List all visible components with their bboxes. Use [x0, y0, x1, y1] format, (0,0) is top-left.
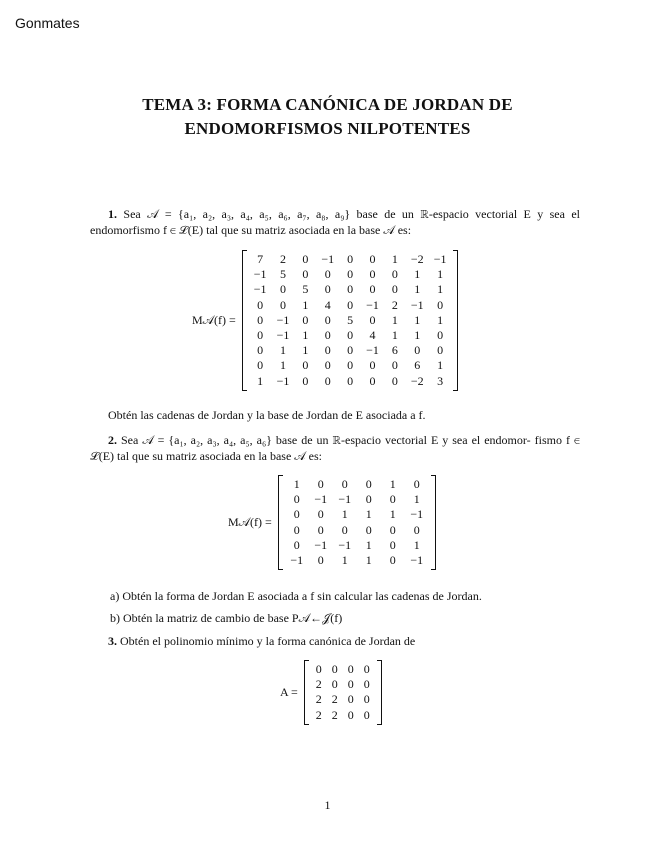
p2-matrix-row	[285, 492, 429, 507]
p3-matrix-row	[311, 708, 375, 723]
p1-matrix-entry: 0	[347, 343, 354, 358]
p1-matrix-entry: 0	[324, 358, 331, 373]
p1-matrix-entry: 0	[347, 282, 354, 297]
p2-matrix-entry: 0	[293, 507, 300, 522]
p1-matrix-entry: −2	[410, 252, 424, 267]
p1-matrix-entry: −1	[276, 328, 290, 343]
matrix-bracket-serif	[431, 475, 435, 476]
p3-matrix-entry: 0	[331, 662, 338, 677]
p3-matrix-entry: 0	[315, 662, 322, 677]
p1-matrix-row	[249, 358, 452, 373]
p1-matrix-entry: 0	[324, 267, 331, 282]
p1-matrix-entry: 0	[347, 297, 354, 312]
p1-matrix-entry: 0	[302, 252, 309, 267]
matrix-bracket-serif	[377, 724, 381, 725]
p1-matrix-entry: 2	[279, 252, 286, 267]
problem-1-statement	[90, 206, 580, 238]
p2-matrix-entry: 1	[365, 553, 372, 568]
p1-matrix-entry: 0	[324, 312, 331, 327]
matrix-bracket-serif	[453, 250, 457, 251]
p1-matrix-entry: 0	[257, 297, 264, 312]
matrix-bracket-serif	[377, 660, 381, 661]
p3-matrix-row	[311, 662, 375, 677]
p1-matrix-entry: 0	[347, 358, 354, 373]
p1-matrix-entry: 1	[437, 282, 444, 297]
p3-matrix-row	[311, 692, 375, 707]
problem-2-matrix-label: M𝒜(f) =	[228, 515, 272, 530]
p1-matrix-row	[249, 252, 452, 267]
p1-matrix-entry: 5	[302, 282, 309, 297]
p2-matrix-entry: 1	[365, 537, 372, 552]
problem-2-item-a: a) Obtén la forma de Jordan E asociada a f sin calcular las cadenas de Jordan.	[110, 589, 482, 603]
problem-2-text-a: Sea 𝒜 = {a₁, a₂, a₃, a₄, a₅, a₆} base de un ℝ-espacio vectorial E y sea el endomor-	[121, 433, 531, 447]
p1-matrix-entry: −1	[410, 297, 424, 312]
p2-matrix-entry: 0	[293, 522, 300, 537]
p1-matrix-entry: 1	[437, 358, 444, 373]
p1-matrix-entry: 3	[437, 373, 444, 388]
p2-matrix-entry: −1	[410, 553, 424, 568]
p1-matrix-entry: 0	[437, 343, 444, 358]
p2-matrix-entry: −1	[290, 553, 304, 568]
p2-matrix-row	[285, 507, 429, 522]
p1-matrix-entry: 1	[391, 252, 398, 267]
p1-matrix-row	[249, 328, 452, 343]
p2-matrix-entry: −1	[338, 537, 352, 552]
p2-matrix-row	[285, 477, 429, 492]
p2-matrix-entry: −1	[314, 537, 328, 552]
problem-2-text-b: fismo f ∈ ℒ(E) tal que su matriz asociada en la base 𝒜 es:	[90, 433, 581, 463]
p2-matrix-entry: 0	[317, 522, 324, 537]
problem-1-matrix-block	[192, 250, 458, 391]
p1-matrix-row	[249, 374, 452, 389]
problem-3-text: Obtén el polinomio mínimo y la forma canónica de Jordan de	[120, 634, 416, 648]
p2-matrix-entry: 1	[389, 477, 396, 492]
problem-3-matrix-block	[280, 660, 382, 725]
p1-matrix-entry: 5	[347, 312, 354, 327]
p1-matrix-entry: 0	[279, 297, 286, 312]
p2-matrix-entry: 0	[293, 492, 300, 507]
problem-1-text-b: endomorfismo f ∈ ℒ(E) tal que su matriz asociada en la base 𝒜 es:	[90, 223, 412, 237]
problem-3-number: 3.	[108, 634, 117, 648]
p1-matrix-entry: 0	[324, 282, 331, 297]
problem-1-matrix	[242, 250, 459, 391]
p1-matrix-row	[249, 298, 452, 313]
problem-2-item-b: b) Obtén la matriz de cambio de base P𝒜←𝒥(f)	[110, 611, 343, 625]
p1-matrix-entry: 1	[437, 267, 444, 282]
p1-matrix-entry: 0	[324, 328, 331, 343]
p1-matrix-entry: 7	[257, 252, 264, 267]
p1-matrix-entry: −1	[276, 373, 290, 388]
problem-3-matrix-label: A =	[280, 684, 298, 699]
p2-matrix-entry: 1	[293, 477, 300, 492]
p2-matrix-entry: 0	[365, 522, 372, 537]
p2-matrix-entry: 1	[341, 553, 348, 568]
p2-matrix-entry: −1	[410, 507, 424, 522]
problem-1-number: 1.	[108, 207, 117, 221]
p3-matrix-entry: 0	[363, 662, 370, 677]
matrix-bracket-serif	[243, 390, 247, 391]
p1-matrix-entry: 0	[324, 373, 331, 388]
document-title	[60, 93, 595, 141]
p1-matrix-row	[249, 343, 452, 358]
p2-matrix-entry: 0	[389, 492, 396, 507]
matrix-bracket-serif	[431, 569, 435, 570]
p2-matrix-row	[285, 538, 429, 553]
p1-matrix-entry: 0	[257, 358, 264, 373]
p1-matrix-entry: 2	[391, 297, 398, 312]
p1-matrix-entry: 1	[414, 267, 421, 282]
p2-matrix-entry: 0	[365, 492, 372, 507]
p1-matrix-entry: −1	[366, 343, 379, 358]
p2-matrix-entry: 1	[341, 507, 348, 522]
p3-matrix-entry: 0	[331, 677, 338, 692]
p1-matrix-entry: 0	[391, 358, 398, 373]
p1-matrix-entry: 5	[279, 267, 286, 282]
p1-matrix-entry: 1	[437, 312, 444, 327]
p1-matrix-entry: 1	[257, 373, 264, 388]
p1-matrix-entry: −1	[253, 282, 267, 297]
p1-matrix-entry: 0	[324, 343, 331, 358]
p1-matrix-entry: 0	[347, 267, 354, 282]
problem-1-matrix-label: M𝒜(f) =	[192, 312, 236, 327]
p2-matrix-entry: 0	[317, 507, 324, 522]
p1-matrix-row	[249, 282, 452, 297]
p1-matrix-entry: 0	[347, 373, 354, 388]
p2-matrix-entry: −1	[314, 492, 328, 507]
p2-matrix-entry: 0	[413, 477, 420, 492]
p2-matrix-entry: 1	[365, 507, 372, 522]
title-line-2: ENDOMORFISMOS NILPOTENTES	[184, 119, 471, 138]
p1-matrix-entry: 0	[279, 282, 286, 297]
p1-matrix-entry: 0	[302, 358, 309, 373]
p2-matrix-entry: 0	[341, 522, 348, 537]
problem-2-matrix	[278, 475, 436, 570]
p3-matrix-entry: 2	[315, 707, 322, 722]
p1-matrix-entry: 0	[391, 267, 398, 282]
p1-matrix-entry: −1	[433, 252, 447, 267]
p3-matrix-entry: 0	[363, 692, 370, 707]
p1-matrix-entry: 0	[302, 312, 309, 327]
p3-matrix-entry: 0	[363, 707, 370, 722]
p1-matrix-entry: 0	[257, 328, 264, 343]
p2-matrix-entry: 0	[365, 477, 372, 492]
problem-1-text-a: Sea 𝒜 = {a₁, a₂, a₃, a₄, a₅, a₆, a₇, a₈, a₉} base de un ℝ-espacio vectorial E y sea el	[123, 207, 581, 221]
p2-matrix-entry: 1	[413, 492, 420, 507]
p1-matrix-entry: 0	[302, 373, 309, 388]
p1-matrix-entry: 0	[369, 358, 376, 373]
p1-matrix-entry: 0	[347, 252, 354, 267]
p3-matrix-entry: 2	[331, 692, 338, 707]
p1-matrix-entry: 0	[414, 343, 421, 358]
page-number: 1	[324, 798, 331, 812]
p1-matrix-entry: 1	[279, 343, 286, 358]
p2-matrix-entry: 0	[389, 553, 396, 568]
p3-matrix-entry: 2	[331, 707, 338, 722]
p2-matrix-entry: 1	[413, 537, 420, 552]
p1-matrix-entry: 0	[369, 312, 376, 327]
p1-matrix-entry: 6	[391, 343, 398, 358]
p1-matrix-entry: 0	[257, 343, 264, 358]
p3-matrix-entry: 2	[315, 677, 322, 692]
p1-matrix-row	[249, 313, 452, 328]
p1-matrix-entry: −1	[321, 252, 335, 267]
p2-matrix-entry: 0	[389, 537, 396, 552]
problem-2-statement	[90, 432, 580, 464]
p3-matrix-entry: 0	[347, 662, 354, 677]
p1-matrix-entry: 1	[279, 358, 286, 373]
p1-matrix-entry: 0	[369, 252, 376, 267]
p2-matrix-entry: 0	[341, 477, 348, 492]
matrix-bracket-serif	[453, 390, 457, 391]
p1-matrix-entry: 0	[391, 373, 398, 388]
p1-matrix-entry: 1	[414, 328, 421, 343]
p1-matrix-entry: 0	[437, 297, 444, 312]
p2-matrix-entry: 0	[317, 553, 324, 568]
p1-matrix-entry: 0	[369, 373, 376, 388]
p2-matrix-entry: −1	[338, 492, 352, 507]
p1-matrix-entry: −1	[253, 267, 267, 282]
p2-matrix-entry: 0	[413, 522, 420, 537]
p3-matrix-entry: 0	[347, 692, 354, 707]
p1-matrix-entry: 0	[437, 328, 444, 343]
p2-matrix-entry: 0	[293, 537, 300, 552]
p1-matrix-entry: 0	[369, 267, 376, 282]
p3-matrix-entry: 0	[347, 707, 354, 722]
p1-matrix-entry: 1	[414, 312, 421, 327]
p1-matrix-entry: 1	[302, 297, 309, 312]
matrix-bracket-serif	[279, 569, 283, 570]
p2-matrix-row	[285, 553, 429, 568]
p1-matrix-entry: 0	[391, 282, 398, 297]
matrix-bracket-serif	[305, 660, 309, 661]
problem-2-matrix-block	[228, 475, 436, 570]
p1-matrix-entry: 1	[391, 328, 398, 343]
problem-3-matrix	[304, 660, 382, 725]
p1-matrix-entry: 0	[302, 267, 309, 282]
matrix-bracket-serif	[305, 724, 309, 725]
p1-matrix-entry: 0	[257, 312, 264, 327]
p1-matrix-entry: −1	[276, 312, 290, 327]
p1-matrix-entry: 1	[391, 312, 398, 327]
p2-matrix-row	[285, 523, 429, 538]
problem-2-number: 2.	[108, 433, 117, 447]
p3-matrix-row	[311, 677, 375, 692]
p1-matrix-entry: 0	[369, 282, 376, 297]
p1-matrix-entry: 4	[324, 297, 331, 312]
p1-matrix-row	[249, 267, 452, 282]
p3-matrix-entry: 2	[315, 692, 322, 707]
p1-matrix-entry: 1	[414, 282, 421, 297]
p1-matrix-entry: −1	[366, 297, 379, 312]
p1-matrix-entry: −2	[410, 373, 424, 388]
p1-matrix-entry: 0	[347, 328, 354, 343]
p1-matrix-entry: 1	[302, 328, 309, 343]
header-brand: Gonmates	[15, 15, 80, 31]
matrix-bracket-serif	[243, 250, 247, 251]
problem-3-statement	[90, 633, 580, 649]
p2-matrix-entry: 0	[317, 477, 324, 492]
p1-matrix-entry: 6	[414, 358, 421, 373]
matrix-bracket-serif	[279, 475, 283, 476]
p2-matrix-entry: 0	[389, 522, 396, 537]
p3-matrix-entry: 0	[363, 677, 370, 692]
title-line-1: TEMA 3: FORMA CANÓNICA DE JORDAN DE	[142, 95, 513, 114]
p2-matrix-entry: 1	[389, 507, 396, 522]
p1-matrix-entry: 4	[369, 328, 376, 343]
p3-matrix-entry: 0	[347, 677, 354, 692]
problem-1-question: Obtén las cadenas de Jordan y la base de Jordan de E asociada a f.	[108, 408, 426, 422]
p1-matrix-entry: 1	[302, 343, 309, 358]
